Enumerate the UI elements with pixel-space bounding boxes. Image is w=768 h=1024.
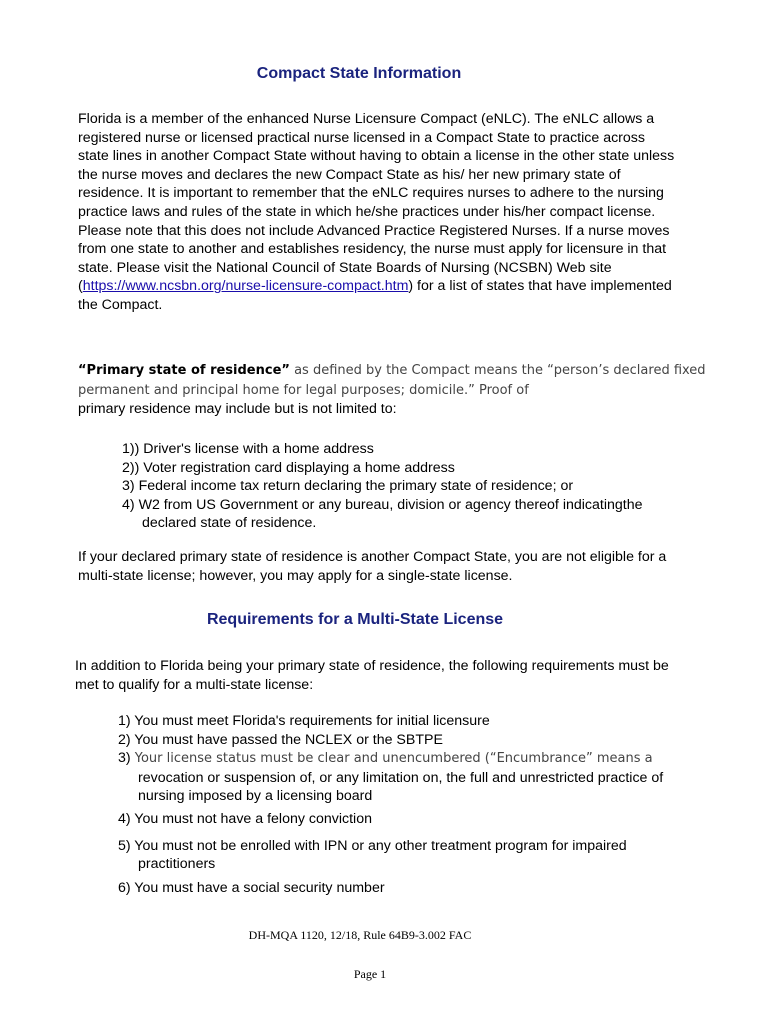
residence-term: “Primary state of residence” xyxy=(78,363,290,378)
list-item-text: Federal income tax return declaring the primary state of residence; or xyxy=(134,478,574,495)
list-item-text: You must have passed the NCLEX or the SBTPE xyxy=(130,731,443,748)
list-item xyxy=(118,731,708,750)
list-item-number: 5) xyxy=(118,837,131,854)
residence-continued: primary residence may include but is not limited to: xyxy=(78,401,397,418)
list-item xyxy=(118,810,708,829)
list-item xyxy=(122,496,682,533)
intro-text-before-link: Florida is a member of the enhanced Nurse Licensure Compact (eNLC). The eNLC allows a registered nurse or licensed practical nurse licensed in a Compact State to practice across state lines in another Compact State without having to obtain a license in the other state unless the nurse moves and declares the new Compact State as his/ her new primary state of residence. It is important to remember that the eNLC requires nurses to adhere to the nursing practice laws and rules of the state in which he/she practices under his/her compact license. Please note that this does not include Advanced Practice Registered Nurses. If a nurse moves from one state to another and establishes residency, the nurse must apply for licensure in that state. Please visit the National Council of State Boards of Nursing (NCSBN) Web site ( xyxy=(78,111,675,295)
section-title-requirements: Requirements for a Multi-State License xyxy=(206,611,504,628)
list-item-continuation: practitioners xyxy=(138,856,216,873)
list-item-number: 4) xyxy=(122,496,135,513)
section-title-compact-state: Compact State Information xyxy=(256,65,462,82)
list-item-number: 6) xyxy=(118,879,131,896)
list-item-continuation: declared state of residence. xyxy=(142,515,317,532)
list-item-text: You must meet Florida's requirements for initial licensure xyxy=(130,713,490,729)
form-identifier: DH-MQA 1120, 12/18, Rule 64B9-3.002 FAC xyxy=(248,928,472,942)
compact-intro-paragraph xyxy=(78,110,678,315)
list-item-continuation: revocation or suspension of, or any limitation on, the full and unrestricted practice of nursing imposed by a licensing board xyxy=(138,769,664,805)
intro-text-after-link: ) for a list of states that have implemented the Compact. xyxy=(78,278,672,313)
list-item-number: 3) xyxy=(122,478,135,495)
residence-definition-paragraph xyxy=(78,361,718,419)
list-item-text: You must have a social security number xyxy=(130,879,385,896)
list-item-text: Your license status must be clear and unencumbered (“Encumbrance” means a xyxy=(130,751,653,767)
list-item-number: 2)) xyxy=(122,459,140,476)
list-item-number: 1)) xyxy=(122,441,140,457)
list-item-number: 4) xyxy=(118,810,131,827)
list-item-number: 1) xyxy=(118,713,131,729)
list-item xyxy=(118,837,708,874)
residence-definition: as defined by the Compact means the “person’s declared fixed permanent and principal home for legal purposes; domicile.” Proof of xyxy=(78,363,706,398)
not-eligible-paragraph: If your declared primary state of residence is another Compact State, you are not eligible for a multi-state license; however, you may apply for a single-state license. xyxy=(78,549,667,584)
list-item xyxy=(122,440,682,459)
requirements-list xyxy=(118,712,708,897)
list-item-text: Voter registration card displaying a home address xyxy=(139,459,455,476)
list-item xyxy=(118,749,708,806)
page-number: Page 1 xyxy=(353,967,387,981)
list-item-text: W2 from US Government or any bureau, division or agency thereof indicatingthe xyxy=(134,496,643,513)
requirements-intro-paragraph: In addition to Florida being your primary state of residence, the following requirements must be met to qualify for a multi-state license: xyxy=(75,658,669,693)
list-item-text: You must not have a felony conviction xyxy=(130,810,372,827)
list-item xyxy=(122,459,682,478)
ncsbn-link[interactable]: https://www.ncsbn.org/nurse-licensure-compact.htm xyxy=(82,278,409,295)
list-item-number: 2) xyxy=(118,731,131,748)
list-item xyxy=(118,712,708,731)
proof-of-residence-list xyxy=(122,440,682,533)
list-item xyxy=(118,879,708,898)
list-item xyxy=(122,477,682,496)
list-item-text: You must not be enrolled with IPN or any other treatment program for impaired xyxy=(130,837,627,854)
list-item-text: Driver's license with a home address xyxy=(139,441,374,457)
list-item-number: 3) xyxy=(118,750,131,767)
